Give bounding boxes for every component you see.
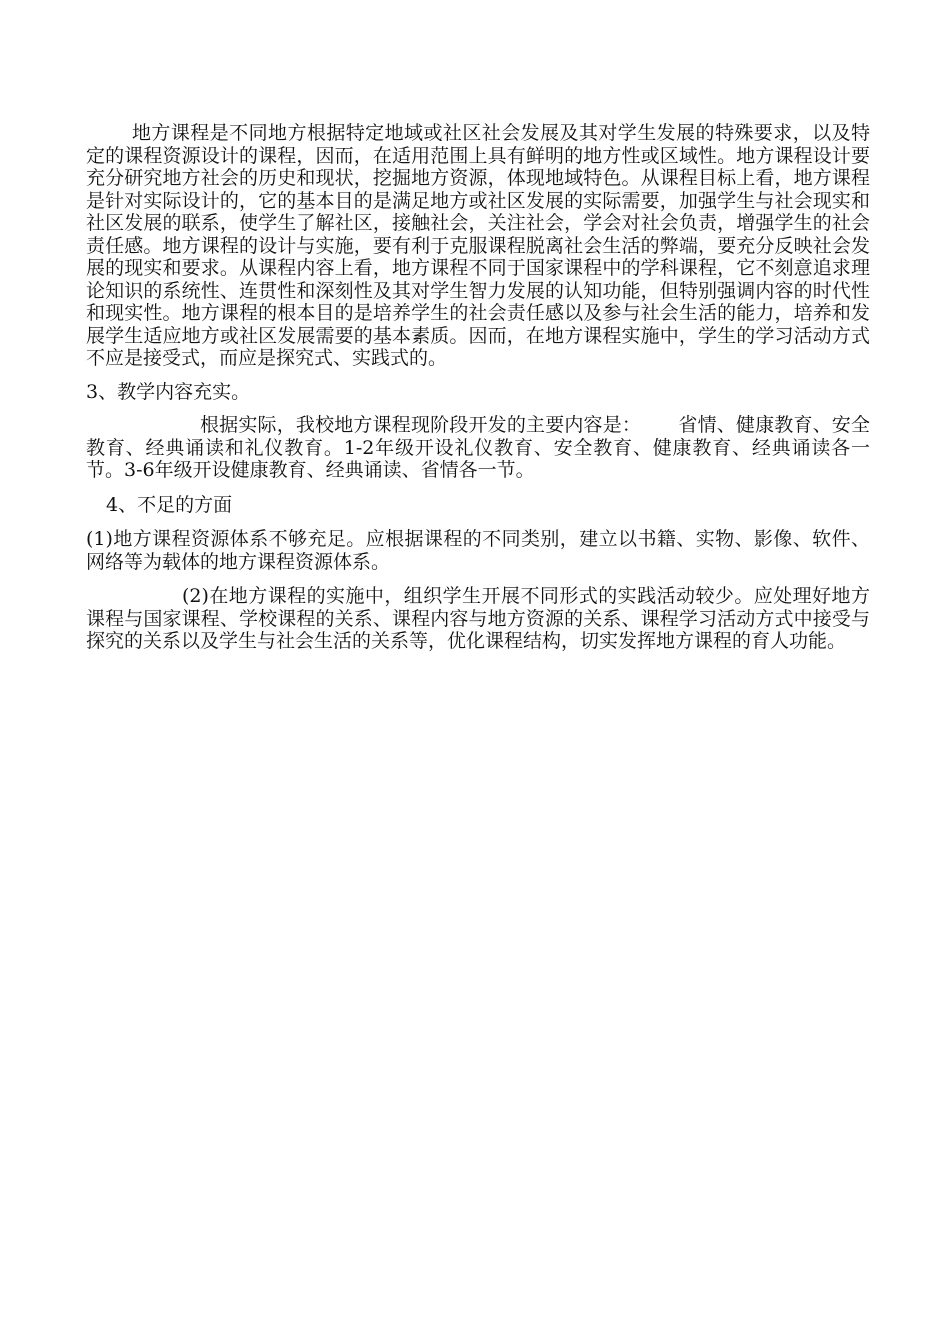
paragraph-teaching-content: 根据实际，我校地方课程现阶段开发的主要内容是： 省情、健康教育、安全教育、经典诵读和礼仪教育。1-2年级开设礼仪教育、安全教育、健康教育、经典诵读各一节。3-6年级开设健康教育、经典诵读、省情各一节。 [86,414,870,481]
document-page [86,122,870,653]
paragraph-local-curriculum-definition: 地方课程是不同地方根据特定地域或社区社会发展及其对学生发展的特殊要求，以及特定的课程资源设计的课程，因而，在适用范围上具有鲜明的地方性或区域性。地方课程设计要充分研究地方社会的历史和现状，挖掘地方资源，体现地域特色。从课程目标上看，地方课程是针对实际设计的，它的基本目的是满足地方或社区发展的实际需要，加强学生与社会现实和社区发展的联系，使学生了解社区，接触社会，关注社会，学会对社会负责，增强学生的社会责任感。地方课程的设计与实施，要有利于克服课程脱离社会生活的弊端，要充分反映社会发展的现实和要求。从课程内容上看，地方课程不同于国家课程中的学科课程，它不刻意追求理论知识的系统性、连贯性和深刻性及其对学生智力发展的认知功能，但特别强调内容的时代性和现实性。地方课程的根本目的是培养学生的社会责任感以及参与社会生活的能力，培养和发展学生适应地方或社区发展需要的基本素质。因而，在地方课程实施中，学生的学习活动方式不应是接受式，而应是探究式、实践式的。 [86,122,870,369]
section-heading-teaching-content: 3、教学内容充实。 [86,380,251,403]
paragraph-shortcoming-2: (2)在地方课程的实施中，组织学生开展不同形式的实践活动较少。应处理好地方课程与国家课程、学校课程的关系、课程内容与地方资源的关系、课程学习活动方式中接受与探究的关系以及学生与社会生活的关系等，优化课程结构，切实发挥地方课程的育人功能。 [86,585,870,652]
section-heading-shortcomings: 4、不足的方面 [106,493,233,516]
paragraph-shortcoming-1: (1)地方课程资源体系不够充足。应根据课程的不同类别，建立以书籍、实物、影像、软件、网络等为载体的地方课程资源体系。 [86,528,870,573]
